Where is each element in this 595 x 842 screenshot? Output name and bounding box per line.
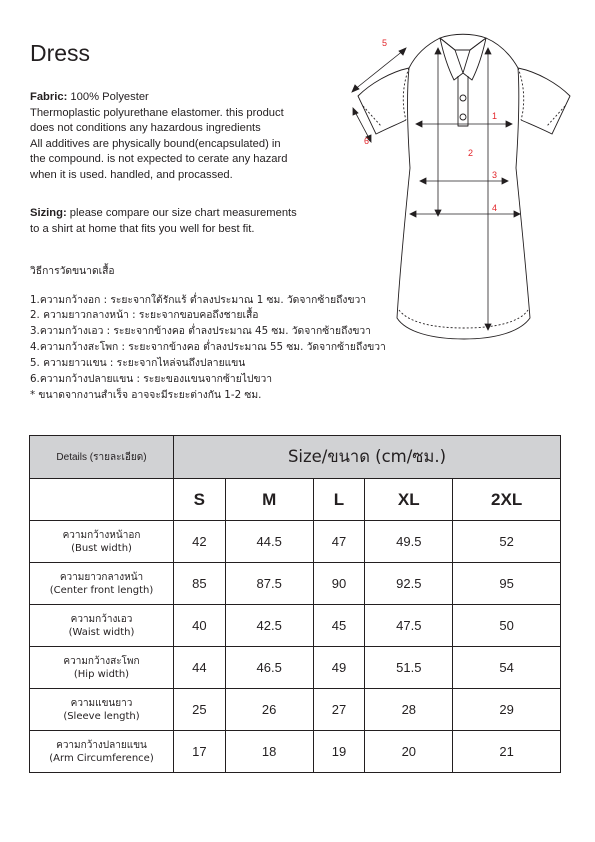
table-row xyxy=(30,563,561,605)
fabric-line: Thermoplastic polyurethane elastomer. this product xyxy=(30,106,284,119)
table-row xyxy=(30,689,561,731)
cell: 17 xyxy=(174,731,226,773)
fabric-line: All additives are physically bound(encapsulated) in xyxy=(30,137,281,150)
table-row xyxy=(30,731,561,773)
fabric-label: Fabric: xyxy=(30,91,68,103)
size-header-blank xyxy=(30,479,174,521)
fabric-line: when it is used. handled, and procassed. xyxy=(30,168,233,181)
cell: 92.5 xyxy=(365,563,453,605)
size-header: Size/ขนาด (cm/ซม.) xyxy=(174,436,561,479)
cell: 18 xyxy=(225,731,313,773)
cell: 29 xyxy=(453,689,561,731)
measure-sleeve-line xyxy=(354,50,404,90)
thai-step-4: 4.ความกว้างสะโพก : ระยะจากข้างคอ ต่ำลงประมาณ 55 ซม. วัดจากซ้ายถึงขวา xyxy=(30,341,386,353)
collar-left xyxy=(440,38,463,80)
cell: 95 xyxy=(453,563,561,605)
cell: 90 xyxy=(313,563,365,605)
cell: 85 xyxy=(174,563,226,605)
row-label: ความยาวกลางหน้า (Center front length) xyxy=(30,563,174,605)
size-l: L xyxy=(313,479,365,521)
cell: 28 xyxy=(365,689,453,731)
thai-step-5: 5. ความยาวแขน : ระยะจากไหล่จนถึงปลายแขน xyxy=(30,357,246,369)
table-row xyxy=(30,647,561,689)
cell: 47.5 xyxy=(365,605,453,647)
cell: 25 xyxy=(174,689,226,731)
collar-right xyxy=(463,38,486,80)
thai-step-6: 6.ความกว้างปลายแขน : ระยะของแขนจากซ้ายไปขวา xyxy=(30,373,273,385)
details-header: Details (รายละเอียด) xyxy=(30,436,174,479)
table-row xyxy=(30,521,561,563)
cell: 44.5 xyxy=(225,521,313,563)
dress-body-outline xyxy=(397,38,530,339)
cell: 54 xyxy=(453,647,561,689)
cell: 42 xyxy=(174,521,226,563)
sleeve-left xyxy=(358,68,409,134)
thai-step-2: 2. ความยาวกลางหน้า : ระยะจากขอบคอถึงชายเสื้อ xyxy=(30,309,259,321)
sizing-section xyxy=(30,206,297,237)
table-row xyxy=(30,605,561,647)
sizing-first: please compare our size chart measurements xyxy=(69,207,297,219)
sleeve-right xyxy=(518,68,570,134)
thai-step-1: 1.ความกว้างอก : ระยะจากใต้รักแร้ ต่ำลงประมาณ 1 ซม. วัดจากซ้ายถึงขวา xyxy=(30,294,367,306)
diagram-label-6: 6 xyxy=(364,136,370,146)
button-1 xyxy=(460,95,466,101)
cell: 45 xyxy=(313,605,365,647)
cell: 21 xyxy=(453,731,561,773)
cell: 42.5 xyxy=(225,605,313,647)
fabric-first: 100% Polyester xyxy=(70,91,149,103)
cell: 47 xyxy=(313,521,365,563)
fabric-line: does not conditions any hazardous ingredients xyxy=(30,122,261,135)
fabric-line: the compound. is not expected to cerate any hazard xyxy=(30,153,288,166)
button-2 xyxy=(460,114,466,120)
size-xl: XL xyxy=(365,479,453,521)
size-2xl: 2XL xyxy=(453,479,561,521)
diagram-label-5: 5 xyxy=(382,38,388,48)
size-s: S xyxy=(174,479,226,521)
fabric-section xyxy=(30,90,287,184)
cell: 51.5 xyxy=(365,647,453,689)
page-title: Dress xyxy=(30,40,91,66)
size-chart-table xyxy=(29,435,561,773)
cell: 50 xyxy=(453,605,561,647)
sizing-label: Sizing: xyxy=(30,207,67,219)
diagram-label-1: 1 xyxy=(492,111,498,121)
size-m: M xyxy=(225,479,313,521)
diagram-label-2: 2 xyxy=(468,148,474,158)
hem-stitch xyxy=(399,310,528,328)
sleeve-right-cuff xyxy=(547,106,565,126)
cell: 44 xyxy=(174,647,226,689)
cell: 19 xyxy=(313,731,365,773)
cell: 49.5 xyxy=(365,521,453,563)
row-label: ความกว้างหน้าอก (Bust width) xyxy=(30,521,174,563)
cell: 52 xyxy=(453,521,561,563)
row-label: ความกว้างสะโพก (Hip width) xyxy=(30,647,174,689)
sleeve-left-cuff xyxy=(363,106,381,126)
cell: 40 xyxy=(174,605,226,647)
thai-heading: วิธีการวัดขนาดเสื้อ xyxy=(30,265,115,277)
row-label: ความกว้างเอว (Waist width) xyxy=(30,605,174,647)
cell: 27 xyxy=(313,689,365,731)
thai-step-3: 3.ความกว้างเอว : ระยะจากข้างคอ ต่ำลงประมาณ 45 ซม. วัดจากซ้ายถึงขวา xyxy=(30,325,371,337)
diagram-label-4: 4 xyxy=(492,203,498,213)
dress-diagram xyxy=(340,28,595,358)
row-label: ความแขนยาว (Sleeve length) xyxy=(30,689,174,731)
cell: 49 xyxy=(313,647,365,689)
sizing-line: to a shirt at home that fits you well for best fit. xyxy=(30,222,255,235)
row-label: ความกว้างปลายแขน (Arm Circumference) xyxy=(30,731,174,773)
cell: 46.5 xyxy=(225,647,313,689)
cell: 26 xyxy=(225,689,313,731)
thai-note: * ขนาดจากงานสำเร็จ อาจจะมีระยะต่างกัน 1-2 ซม. xyxy=(30,389,262,401)
diagram-label-3: 3 xyxy=(492,170,498,180)
cell: 20 xyxy=(365,731,453,773)
cell: 87.5 xyxy=(225,563,313,605)
collar-band xyxy=(440,34,486,38)
